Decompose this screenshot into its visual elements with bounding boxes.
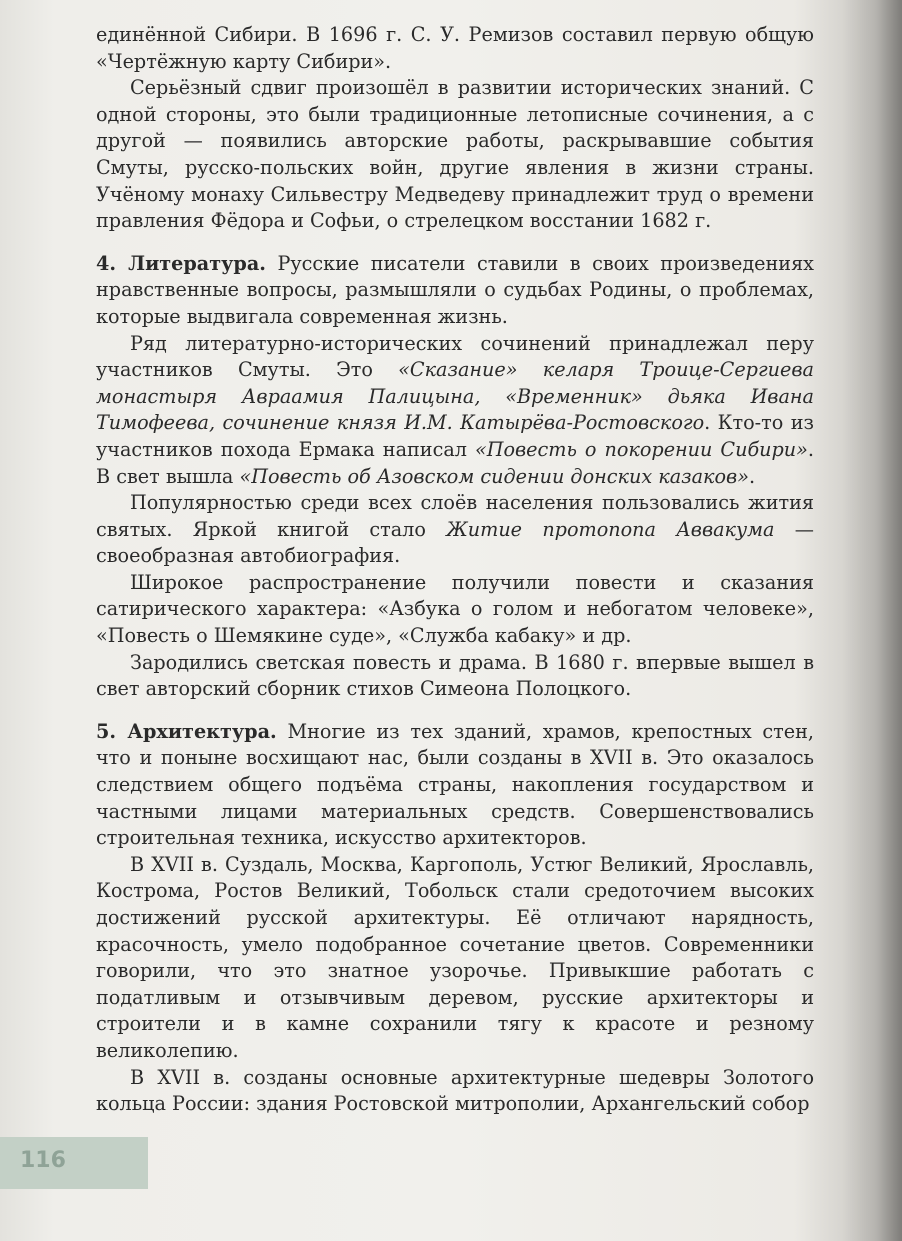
page-number: 116 (20, 1148, 66, 1173)
paragraph-architecture-centers: В XVII в. Суздаль, Москва, Каргополь, Устюг Великий, Ярославль, Кострома, Ростов Великий, Тобольск стали средоточием высоких достижений русской архитектуры. Её отличают нарядность, красочность, умело подобранное сочетание цветов. Современники говорили, что это знатное узорочье. Привыкшие работать с податливым и отзывчивым деревом, русские архитекторы и строители и в камне сохранили тягу к красоте и резному великолепию. (96, 852, 814, 1062)
paragraph-smuta-works (96, 331, 814, 491)
section-heading-architecture: 5. Архитектура. (96, 719, 277, 743)
text-run: — своеобразная автобиография. (96, 517, 814, 568)
text-run: единённой Сибири. В 1696 г. С. У. Ремизов составил первую общую «Чертёжную карту Сибири». (96, 23, 814, 73)
italic-text-run: Житие протопопа Аввакума (446, 517, 775, 541)
paragraph-saints-lives (96, 490, 814, 570)
page-binding-shadow (842, 0, 902, 1241)
text-run: Ряд литературно-исторических сочинений принадлежал перу участников Смуты. Это (96, 331, 814, 382)
italic-text-run: «Сказание» келаря Троице-Сергиева монастыря Авраамия Палицына, «Временник» дьяка Ивана Тимофеева, сочинение князя И.М. Катырёва-Ростовского (96, 358, 814, 435)
paragraph-golden-ring: В XVII в. созданы основные архитектурные шедевры Золотого кольца России: здания Ростовской митрополии, Архангельский собор (96, 1065, 814, 1116)
paragraph-satirical-tales: Широкое распространение получили повести и сказания сатирического характера: «Азбука о голом и небогатом человеке», «Повесть о Шемякине суде», «Служба кабаку» и др. (96, 570, 814, 648)
section-architecture-lead: Многие из тех зданий, храмов, крепостных стен, что и поныне восхищают нас, были созданы в XVII в. Это оказалось следствием общего подъёма страны, накопления государством и частными лицами материальных средств. Совершенствовались строительная техника, искусство архитекторов. (96, 719, 814, 850)
paragraph-secular-drama: Зародились светская повесть и драма. В 1680 г. впервые вышел в свет авторский сборник стихов Симеона Полоцкого. (96, 650, 814, 701)
section-architecture-intro (96, 719, 814, 852)
text-run: . Кто-то из участников похода Ермака написал (96, 411, 814, 461)
italic-text-run: «Повесть об Азовском сидении донских казаков» (239, 464, 749, 488)
text-run: Популярностью среди всех слоёв населения пользовались жития святых. Яркой книгой стало (96, 491, 814, 541)
text-run: . В свет вышла (96, 437, 815, 488)
section-literature-intro (96, 251, 814, 331)
text-run: . (748, 464, 756, 488)
paragraph-siberia-map (96, 22, 814, 75)
italic-text-run: «Повесть о покорении Сибири» (474, 437, 808, 461)
paragraph-historical-knowledge (96, 75, 814, 235)
text-run: Серьёзный сдвиг произошёл в развитии исторических знаний. С одной стороны, это были традиционные летописные сочинения, а с другой — появились авторские работы, раскрывавшие события Смуты, русско-польских войн, другие явления в жизни страны. Учёному монаху Сильвестру Медведеву принадлежит труд о времени правления Фёдора и Софьи, о стрелецком восстании 1682 г. (96, 76, 814, 233)
page-text (96, 22, 814, 1118)
section-heading-literature: 4. Литература. (96, 251, 266, 275)
section-literature-lead: Русские писатели ставили в своих произведениях нравственные вопросы, размышляли о судьбах Родины, о проблемах, которые выдвигала современная жизнь. (96, 251, 814, 328)
